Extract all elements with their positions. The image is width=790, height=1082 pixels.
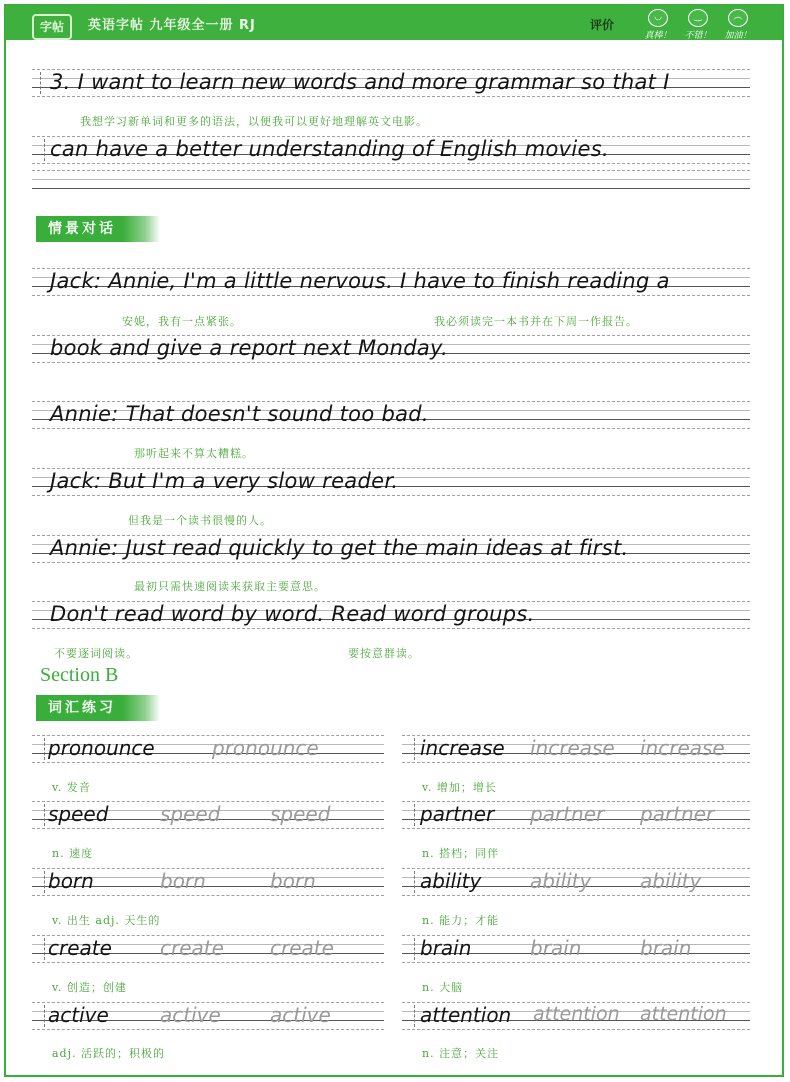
start-mark [414, 1005, 415, 1027]
start-mark [44, 139, 45, 161]
dialogue-translation: 那听起来不算太糟糕。 [134, 447, 254, 460]
vocab-copy: partner [530, 802, 605, 826]
vocab-definition: n. 注意；关注 [422, 1047, 500, 1060]
start-mark [414, 804, 415, 826]
dialogue-translation: 但我是一个读书很慢的人。 [128, 514, 272, 527]
practice-sentence-line: 3. I want to learn new words and more grammar so that I [50, 70, 670, 94]
vocab-copy: create [160, 936, 224, 960]
vocab-word: attention [420, 1003, 512, 1027]
practice-sentence-line: can have a better understanding of English movies. [50, 137, 609, 161]
rating-label: 评价 [590, 18, 615, 32]
start-mark [44, 871, 45, 893]
dialogue-line: book and give a report next Monday. [50, 336, 449, 360]
sad-face-icon: ︵ [728, 9, 748, 27]
vocab-word: ability [420, 869, 482, 893]
vocab-word: brain [420, 936, 472, 960]
dialogue-line: Jack: But I'm a very slow reader. [50, 469, 399, 493]
vocab-copy: brain [530, 936, 582, 960]
dialogue-line: Don't read word by word. Read word groups. [50, 602, 535, 626]
vocab-copy: born [160, 869, 206, 893]
vocab-definition: v. 出生 adj. 天生的 [52, 914, 161, 927]
vocab-copy: speed [270, 802, 331, 826]
dialogue-translation: 最初只需快速阅读来获取主要意思。 [134, 580, 326, 593]
vocab-word: partner [420, 802, 495, 826]
start-mark [414, 938, 415, 960]
smile-face-icon: ◡ [648, 9, 668, 27]
vocab-definition: n. 搭档；同伴 [422, 847, 500, 860]
dialogue-line: Jack: Annie, I'm a little nervous. I have to finish reading a [50, 269, 670, 293]
vocab-copy: active [160, 1003, 221, 1027]
vocab-word: increase [420, 736, 505, 760]
rating-keep-going: ︵ 加油！ [714, 9, 762, 43]
dialogue-translation: 安妮，我有一点紧张。 [122, 315, 242, 328]
vocab-copy: brain [640, 936, 692, 960]
start-mark [40, 72, 41, 94]
rating-great: ◡ 真棒！ [634, 9, 682, 43]
start-mark [414, 871, 415, 893]
vocab-word: born [48, 869, 94, 893]
vocab-word: create [48, 936, 112, 960]
book-title: 英语字帖 九年级全一册 RJ [88, 18, 256, 33]
rating-good: ‿ 不错！ [674, 9, 722, 43]
vocab-word: pronounce [48, 736, 155, 760]
vocab-copy: attention [533, 1003, 620, 1025]
vocab-definition: v. 发音 [52, 781, 91, 794]
vocab-copy: active [270, 1003, 331, 1027]
start-mark [44, 1005, 45, 1027]
start-mark [44, 738, 45, 760]
vocab-copy: pronounce [212, 736, 319, 760]
vocab-copy: create [270, 936, 334, 960]
vocab-definition: n. 大脑 [422, 981, 464, 994]
neutral-face-icon: ‿ [688, 9, 708, 27]
vocab-definition: n. 能力；才能 [422, 914, 500, 927]
start-mark [414, 738, 415, 760]
sentence-translation: 我想学习新单词和更多的语法，以便我可以更好地理解英文电影。 [80, 115, 428, 128]
dialogue-line: Annie: That doesn't sound too bad. [50, 402, 429, 426]
vocab-word: active [48, 1003, 109, 1027]
vocab-definition: adj. 活跃的；积极的 [52, 1047, 166, 1060]
vocab-tag: 词汇练习 [36, 695, 160, 721]
vocab-copy: increase [530, 736, 615, 760]
dialogue-line: Annie: Just read quickly to get the main ideas at first. [50, 536, 629, 560]
vocab-word: speed [48, 802, 109, 826]
dialogue-translation: 不要逐词阅读。 [54, 647, 138, 660]
book-logo: 字帖 [32, 14, 72, 40]
vocab-definition: n. 速度 [52, 847, 94, 860]
vocab-copy: ability [530, 869, 592, 893]
dialogue-translation: 要按意群读。 [348, 647, 420, 660]
vocab-copy: increase [640, 736, 725, 760]
vocab-copy: born [270, 869, 316, 893]
vocab-copy: speed [160, 802, 221, 826]
vocab-copy: attention [640, 1003, 727, 1025]
start-mark [44, 938, 45, 960]
section-title: Section B [40, 664, 119, 686]
vocab-copy: partner [640, 802, 715, 826]
start-mark [44, 804, 45, 826]
dialogue-translation: 我必须读完一本书并在下周一作报告。 [434, 315, 638, 328]
vocab-definition: v. 增加；增长 [422, 781, 497, 794]
dialogue-tag: 情景对话 [36, 216, 160, 242]
vocab-copy: ability [640, 869, 702, 893]
vocab-definition: v. 创造；创建 [52, 981, 127, 994]
spare-line [32, 170, 750, 176]
